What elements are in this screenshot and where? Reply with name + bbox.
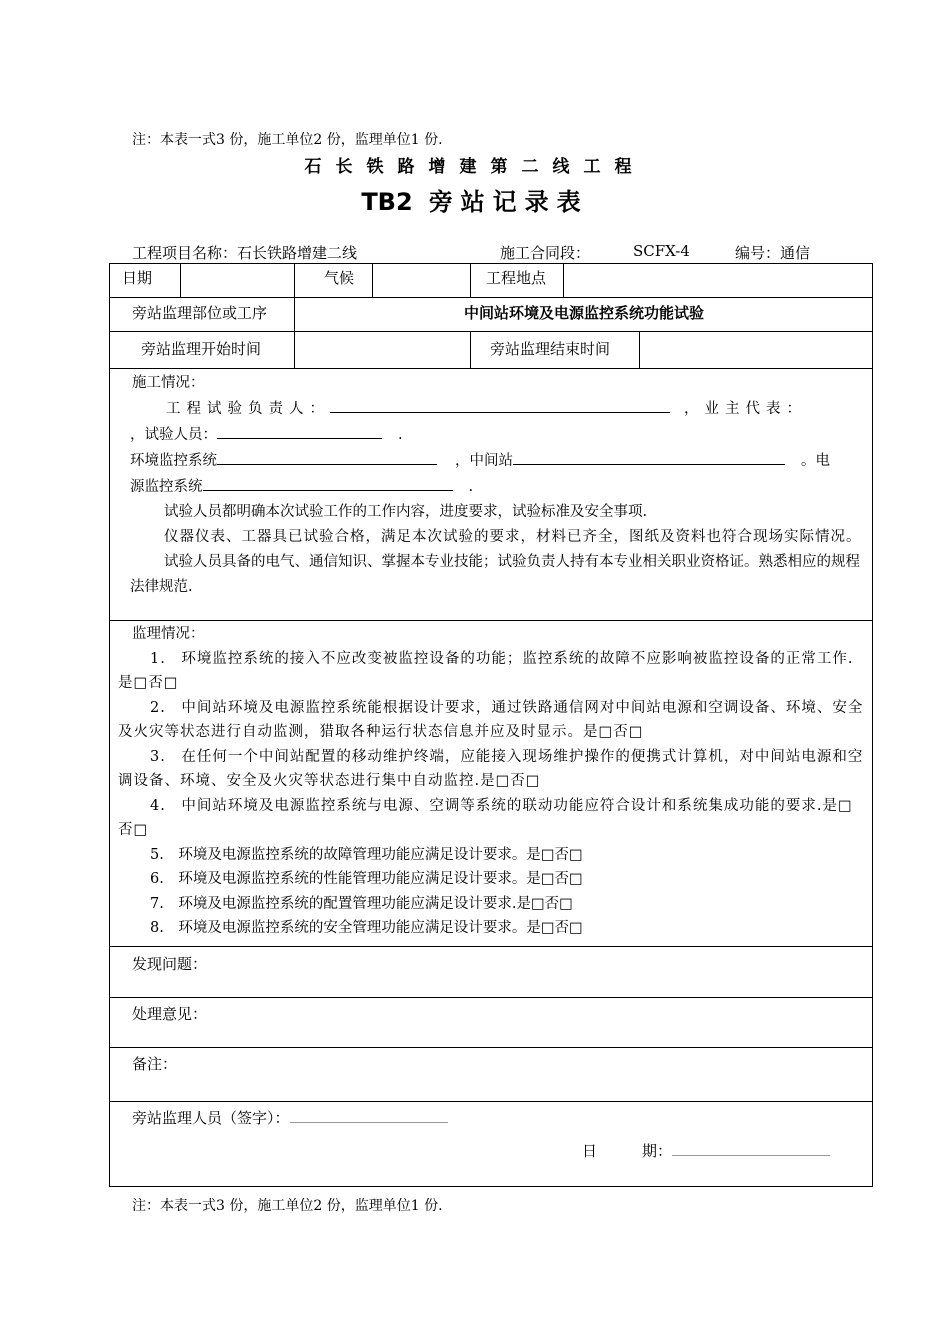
owner-rep-label: ，业主代表：: [684, 401, 807, 417]
top-note: 注：本表一式3 份，施工单位2 份，监理单位1 份.: [132, 132, 443, 148]
form-title-block: [0, 182, 950, 217]
test-leader-field[interactable]: [330, 396, 670, 413]
supervision-item: 6. 环境及电源监控系统的性能管理功能应满足设计要求。是□否□: [150, 871, 583, 887]
supervision-heading: 监理情况：: [132, 626, 205, 642]
project-name: 工程项目名称：石长铁路增建二线: [132, 244, 358, 262]
end-time-field[interactable]: [640, 332, 872, 368]
problems-label: 发现问题：: [132, 955, 208, 973]
supervision-item: 7. 环境及电源监控系统的配置管理功能应满足设计要求.是□否□: [150, 895, 573, 912]
form-number: 编号：通信: [735, 244, 811, 262]
location-field[interactable]: [564, 264, 872, 297]
date-label: 日期: [122, 269, 153, 287]
grid-line: [109, 620, 873, 621]
mid-station-field[interactable]: [513, 448, 785, 465]
supervision-item: 3. 在任何一个中间站配置的移动维护终端，应能接入现场维护操作的便携式计算机，对中间站电源和空调设备、环境、安全及火灾等状态进行集中自动监控.是□否□: [118, 748, 864, 789]
signature-field[interactable]: [290, 1108, 448, 1123]
remarks-label: 备注：: [132, 1055, 178, 1073]
contract-value: SCFX-4: [633, 242, 690, 260]
weather-label: 气候: [324, 269, 355, 287]
start-time-label: 旁站监理开始时间: [141, 340, 262, 358]
grid-line: [470, 263, 471, 297]
weather-field[interactable]: [373, 264, 470, 297]
grid-line: [109, 368, 873, 369]
opinion-label: 处理意见：: [132, 1005, 208, 1023]
construction-p2: 仪器仪表、工器具已试验合格，满足本次试验的要求，材料已齐全，图纸及资料也符合现场实际情况。: [164, 529, 862, 545]
date-row: [582, 1140, 830, 1161]
testers-field[interactable]: [217, 422, 382, 439]
supervision-item: 5. 环境及电源监控系统的故障管理功能应满足设计要求。是□否□: [150, 846, 583, 863]
supervision-item: 2. 中间站环境及电源监控系统能根据设计要求，通过铁路通信网对中间站电源和空调设备、环境、安全及火灾等状态进行自动监测，猎取各种运行状态信息并应及时显示。是□否□: [118, 699, 864, 740]
supervision-part-value: 中间站环境及电源监控系统功能试验: [463, 304, 704, 322]
grid-line: [109, 946, 873, 947]
construction-line-3: [118, 448, 864, 474]
construction-line-4: [118, 474, 864, 500]
sign-date-label: 日 期：: [582, 1142, 673, 1160]
project-title: 石长铁路增建第二线工程: [304, 157, 646, 177]
supervision-item: 8. 环境及电源监控系统的安全管理功能应满足设计要求。是□否□: [150, 920, 583, 936]
period: .: [398, 427, 403, 443]
grid-line: [109, 1101, 873, 1102]
test-leader-label: 工程试验负责人：: [166, 401, 330, 417]
env-monitor-label: 环境监控系统: [130, 453, 217, 469]
bottom-note: 注：本表一式3 份，施工单位2 份，监理单位1 份.: [132, 1198, 443, 1214]
grid-line: [109, 997, 873, 998]
construction-line-2: [118, 422, 864, 448]
testers-label: ，试验人员：: [130, 427, 217, 443]
env-monitor-field[interactable]: [217, 448, 437, 465]
construction-section: [118, 371, 864, 600]
date-field[interactable]: [181, 264, 294, 297]
supervision-item: 1. 环境监控系统的接入不应改变被监控设备的功能；监控系统的故障不应影响被监控设备的正常工作.是□否□: [118, 650, 854, 691]
construction-p1: 试验人员都明确本次试验工作的工作内容，进度要求，试验标准及安全事项.: [164, 504, 648, 520]
construction-line-1: [118, 396, 864, 422]
period: .: [468, 479, 474, 495]
signature-row: [132, 1107, 448, 1128]
power-monitor-label: 源监控系统: [130, 479, 203, 495]
supervision-item: 4. 中间站环境及电源监控系统与电源、空调等系统的联动功能应符合设计和系统集成功能的要求.是□否□: [118, 797, 853, 838]
supervision-part-label: 旁站监理部位或工序: [132, 304, 268, 322]
power-monitor-field[interactable]: [203, 474, 453, 491]
contract-label: 施工合同段：: [500, 244, 591, 262]
power-label-start: 。电: [801, 453, 830, 469]
grid-line: [109, 297, 873, 298]
grid-line: [470, 331, 471, 368]
construction-p3: 试验人员具备的电气、通信知识、掌握本专业技能；试验负责人持有本专业相关职业资格证。熟悉相应的规程法律规范.: [130, 554, 860, 595]
construction-heading: 施工情况：: [132, 375, 205, 391]
start-time-field[interactable]: [295, 332, 470, 368]
signature-label: 旁站监理人员（签字）：: [132, 1109, 290, 1127]
grid-line: [109, 1047, 873, 1048]
end-time-label: 旁站监理结束时间: [490, 340, 611, 358]
sign-date-field[interactable]: [672, 1141, 830, 1156]
supervision-section: [118, 622, 864, 941]
location-label: 工程地点: [486, 269, 547, 287]
form-title: 旁站记录表: [428, 188, 589, 216]
mid-station-label: ，中间站: [455, 453, 513, 469]
form-code: TB2: [361, 188, 413, 216]
